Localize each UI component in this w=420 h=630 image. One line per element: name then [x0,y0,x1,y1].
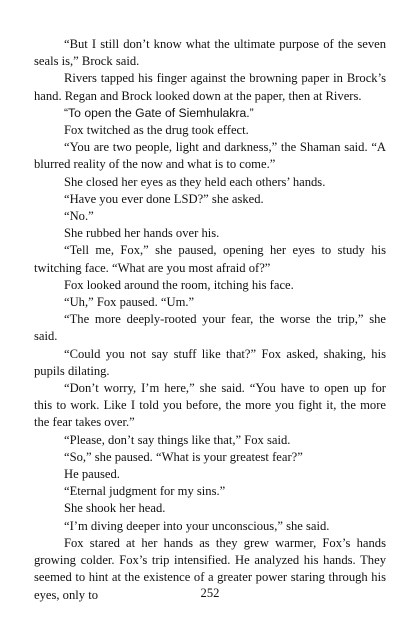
paragraph: “Please, don’t say things like that,” Fox said. [64,432,291,447]
paragraph: “Have you ever done LSD?” she asked. [64,191,264,206]
paragraph: She closed her eyes as they held each others’ hands. [64,174,326,189]
paragraph: “To open the Gate of Siemhulakra.” [64,105,254,120]
paragraph: Fox stared at her hands as they grew warmer, Fox’s hands growing colder. Fox’s trip intensified. He analyzed his hands. They seemed to hint at the existence of a greater power staring through his eyes, only to [34,535,386,602]
paragraph: Fox looked around the room, itching his face. [64,277,294,292]
paragraph: “Eternal judgment for my sins.” [64,484,226,499]
paragraph: “No.” [64,209,94,224]
paragraph: He paused. [64,467,120,482]
paragraph: “Don’t worry, I’m here,” she said. “You have to open up for this to work. Like I told you before, the more you fight it, the more the fear takes over.” [34,381,386,430]
paragraph: “So,” she paused. “What is your greatest fear?” [64,449,303,464]
paragraph: “But I still don’t know what the ultimate purpose of the seven seals is,” Brock said. [34,37,386,69]
paragraph: She shook her head. [64,501,166,516]
paragraph: “You are two people, light and darkness,” the Shaman said. “A blurred reality of the now and what is to come.” [34,140,386,172]
body-text [34,36,386,604]
paragraph: “I’m diving deeper into your unconscious,” she said. [64,518,330,533]
paragraph: “Tell me, Fox,” she paused, opening her eyes to study his twitching face. “What are you most afraid of?” [34,243,386,275]
paragraph: “Uh,” Fox paused. “Um.” [64,295,195,310]
page-number: 252 [200,586,220,600]
paragraph: Fox twitched as the drug took effect. [64,123,249,138]
paragraph: She rubbed her hands over his. [64,226,220,241]
paragraph: Rivers tapped his finger against the browning paper in Brock’s hand. Regan and Brock looked down at the paper, then at Rivers. [34,71,386,103]
paragraph: “The more deeply-rooted your fear, the worse the trip,” she said. [34,312,386,344]
paragraph: “Could you not say stuff like that?” Fox asked, shaking, his pupils dilating. [34,346,386,378]
